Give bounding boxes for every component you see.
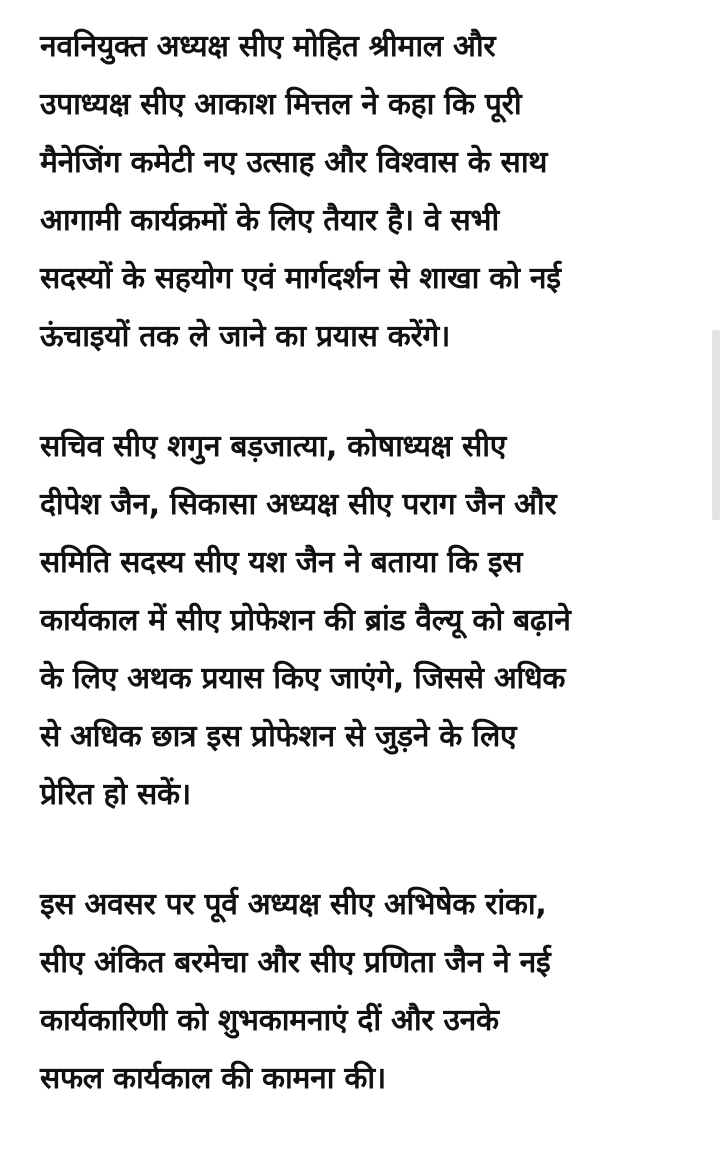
text-line: समिति सदस्य सीए यश जैन ने बताया कि इस <box>40 545 523 580</box>
text-line: मैनेजिंग कमेटी नए उत्साह और विश्वास के साथ <box>40 145 548 180</box>
paragraph-2 <box>40 418 680 824</box>
text-line: उपाध्यक्ष सीए आकाश मित्तल ने कहा कि पूरी <box>40 87 522 122</box>
text-line: नवनियुक्त अध्यक्ष सीए मोहित श्रीमाल और <box>40 29 496 64</box>
text-line: आगामी कार्यक्रमों के लिए तैयार है। वे सभी <box>40 203 500 238</box>
text-line: के लिए अथक प्रयास किए जाएंगे, जिससे अधिक <box>40 661 566 696</box>
paragraph-3 <box>40 876 680 1108</box>
text-line: सफल कार्यकाल की कामना की। <box>40 1061 386 1096</box>
text-line: ऊंचाइयों तक ले जाने का प्रयास करेंगे। <box>40 319 451 354</box>
text-line: कार्यकारिणी को शुभकामनाएं दीं और उनके <box>40 1003 499 1038</box>
scrollbar-thumb[interactable] <box>712 330 720 520</box>
text-line: कार्यकाल में सीए प्रोफेशन की ब्रांड वैल्यू को बढ़ाने <box>40 603 571 638</box>
text-line: प्रेरित हो सकें। <box>40 777 191 812</box>
paragraph-1 <box>40 18 680 366</box>
text-line: सदस्यों के सहयोग एवं मार्गदर्शन से शाखा को नई <box>40 261 561 296</box>
text-line: सीए अंकित बरमेचा और सीए प्रणिता जैन ने नई <box>40 945 551 980</box>
text-line: इस अवसर पर पूर्व अध्यक्ष सीए अभिषेक रांका, <box>40 887 547 922</box>
article-body <box>40 18 680 1160</box>
text-line: सचिव सीए शगुन बड़जात्या, कोषाध्यक्ष सीए <box>40 429 507 464</box>
text-line: दीपेश जैन, सिकासा अध्यक्ष सीए पराग जैन और <box>40 487 557 522</box>
text-line: से अधिक छात्र इस प्रोफेशन से जुड़ने के लिए <box>40 719 517 754</box>
